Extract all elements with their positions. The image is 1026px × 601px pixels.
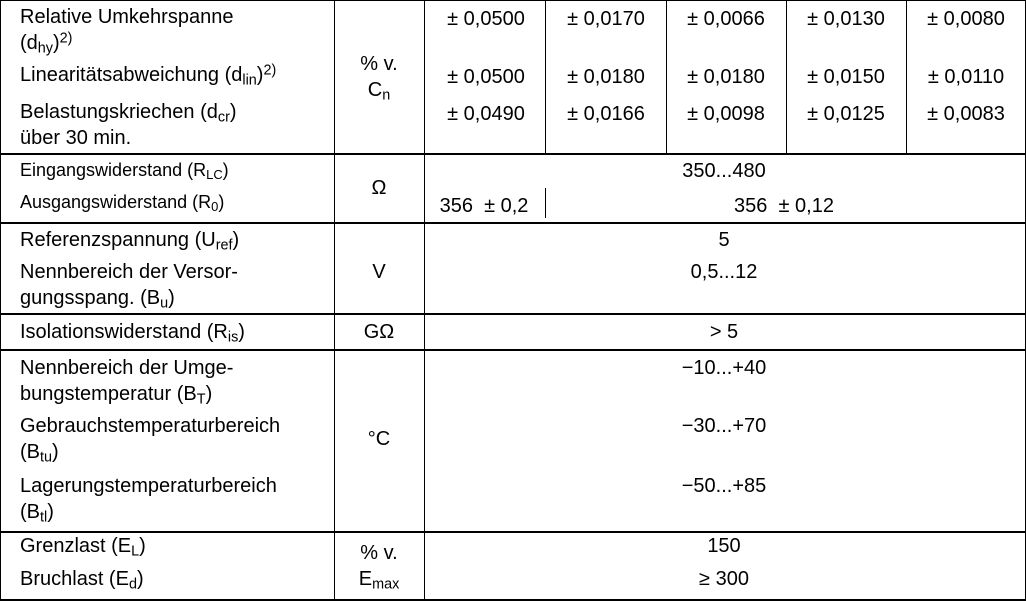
label-nennbereich-umgebung-b: bungstemperatur $(B_T)$: [20, 383, 213, 408]
divider-2: [0, 222, 1026, 224]
unit-celsius: °C: [367, 428, 391, 450]
col-line-v1: [545, 0, 546, 153]
label-ausgangswiderstand: Ausgangswiderstand $(R_0)$: [20, 192, 225, 215]
unit-percent-v-emax-b: $E_{max}$: [358, 568, 400, 593]
label-belastungskriechen: Belastungskriechen $(d_{cr})$: [20, 101, 237, 126]
unit-gigaohm: GΩ: [363, 321, 395, 343]
label-dhy: $(d_{hy})^{2)}$: [20, 30, 73, 57]
col-line-label: [334, 0, 335, 600]
value-cell: ± 0,0098: [687, 103, 765, 125]
unit-percent-v: % v.: [360, 53, 398, 75]
value-cell: ± 0,0150: [807, 66, 885, 88]
label-referenzspannung: Referenzspannung $(U_{ref})$: [20, 229, 240, 254]
divider-4: [0, 349, 1026, 351]
value-nennbereich-versorgung: 0,5...12: [690, 261, 758, 283]
value-lagerungstemperatur: −50...+85: [681, 475, 767, 497]
label-lagerungstemperatur-a: Lagerungstemperaturbereich: [20, 475, 277, 497]
value-bruchlast: ≥ 300: [699, 568, 749, 590]
label-linearitaetsabweichung: Linearitätsabweichung $(d_{lin})^{2)}$: [20, 62, 277, 89]
label-lagerungstemperatur-b: $(B_{tl})$: [20, 501, 54, 526]
col-line-v3: [786, 0, 787, 153]
label-grenzlast: Grenzlast $(E_L)$: [20, 535, 146, 560]
divider-5: [0, 531, 1026, 533]
value-nennbereich-umgebung: −10...+40: [681, 357, 767, 379]
label-nennbereich-versorgung-b: gungsspang. $(B_u)$: [20, 287, 175, 312]
label-isolationswiderstand: Isolationswiderstand $(R_{is})$: [20, 321, 245, 346]
value-cell: ± 0,0500: [447, 8, 525, 30]
value-cell: ± 0,0170: [567, 8, 645, 30]
value-cell: ± 0,0083: [927, 103, 1005, 125]
value-cell: ± 0,0490: [447, 103, 525, 125]
divider-1: [0, 153, 1026, 155]
col-line-sec2-split: [545, 188, 546, 218]
unit-cn: $C_n$: [367, 79, 391, 104]
label-relative-umkehrspanne: Relative Umkehrspanne: [20, 6, 234, 28]
value-eingangswiderstand: 350...480: [682, 160, 766, 182]
divider-3: [0, 313, 1026, 315]
col-line-v4: [906, 0, 907, 153]
value-referenzspannung: 5: [718, 229, 730, 251]
value-cell: ± 0,0180: [567, 66, 645, 88]
label-eingangswiderstand: Eingangswiderstand $(R_{LC})$: [20, 160, 229, 183]
label-gebrauchstemperatur-b: $(B_{tu})$: [20, 441, 59, 466]
value-cell: ± 0,0125: [807, 103, 885, 125]
value-cell: ± 0,0080: [927, 8, 1005, 30]
value-cell: ± 0,0166: [567, 103, 645, 125]
value-gebrauchstemperatur: −30...+70: [681, 415, 767, 437]
value-cell: ± 0,0130: [807, 8, 885, 30]
value-isolationswiderstand: > 5: [709, 321, 739, 343]
label-ueber-30-min: über 30 min.: [20, 127, 132, 149]
value-ausgangswiderstand-b: 356 ± 0,12: [734, 195, 834, 217]
value-ausgangswiderstand-a: 356 ± 0,2: [439, 195, 529, 217]
col-line-unit: [424, 0, 425, 600]
label-gebrauchstemperatur-a: Gebrauchstemperaturbereich: [20, 415, 281, 437]
value-cell: ± 0,0180: [687, 66, 765, 88]
value-cell: ± 0,0500: [447, 66, 525, 88]
value-cell: ± 0,0066: [687, 8, 765, 30]
label-nennbereich-umgebung-a: Nennbereich der Umge-: [20, 357, 234, 379]
unit-percent-v-emax-a: % v.: [360, 542, 398, 564]
value-grenzlast: 150: [707, 535, 741, 557]
unit-ohm: Ω: [371, 177, 387, 199]
label-nennbereich-versorgung-a: Nennbereich der Versor-: [20, 261, 238, 283]
label-bruchlast: Bruchlast $(E_d)$: [20, 568, 144, 593]
unit-volt: V: [372, 261, 386, 283]
col-line-v2: [666, 0, 667, 153]
value-cell: ± 0,0110: [927, 66, 1005, 88]
